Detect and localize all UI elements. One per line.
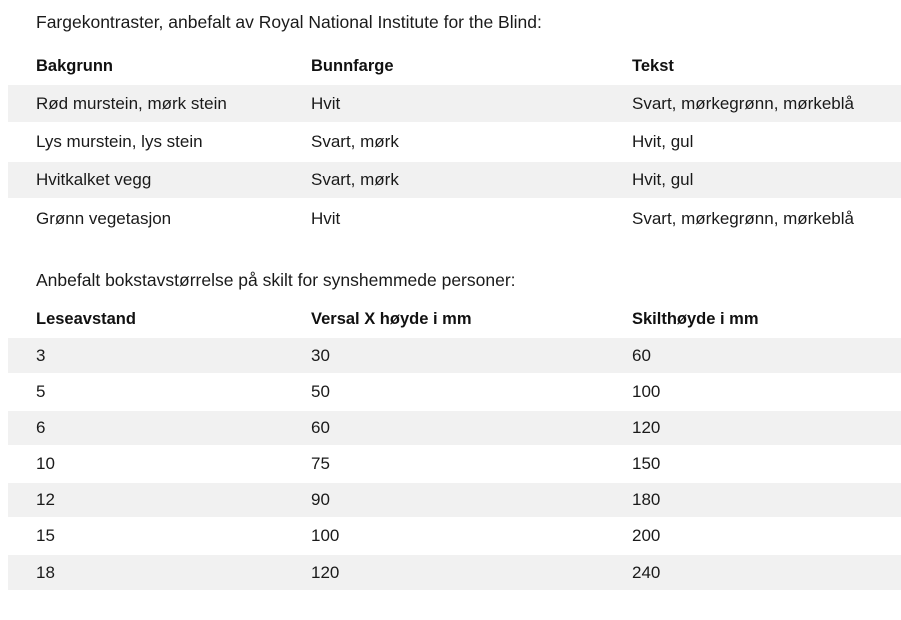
letter-size-table [8, 300, 901, 590]
cell-background: Lys murstein, lys stein [36, 132, 203, 151]
table-row [8, 123, 901, 161]
cell-x-height: 30 [283, 338, 604, 374]
cell-base-color: Svart, mørk [311, 132, 399, 151]
cell-reading-distance: 15 [36, 526, 55, 545]
cell-reading-distance: 6 [8, 410, 283, 446]
cell-x-height: 75 [311, 454, 330, 473]
cell-sign-height: 200 [632, 526, 661, 545]
cell-x-height: 50 [311, 382, 330, 401]
cell-text-color: Svart, mørkegrønn, mørkeblå [604, 85, 901, 123]
cell-x-height: 100 [311, 526, 340, 545]
cell-text-color: Hvit, gul [632, 132, 694, 151]
cell-reading-distance: 10 [36, 454, 55, 473]
size-table-header-row [8, 300, 901, 338]
table-row [8, 338, 901, 374]
cell-reading-distance: 12 [8, 482, 283, 518]
cell-x-height: 120 [283, 554, 604, 590]
cell-sign-height: 180 [604, 482, 901, 518]
cell-sign-height: 60 [604, 338, 901, 374]
cell-text-color: Svart, mørkegrønn, mørkeblå [632, 208, 854, 228]
table-row [8, 199, 901, 237]
table-row [8, 161, 901, 199]
header-bakgrunn: Bakgrunn [36, 56, 114, 75]
table-row [8, 554, 901, 590]
header-leseavstand: Leseavstand [36, 309, 136, 328]
header-tekst: Tekst [632, 56, 674, 75]
table-row [8, 518, 901, 554]
contrast-table-header-row [8, 47, 901, 85]
cell-sign-height: 240 [604, 554, 901, 590]
contrast-table [8, 47, 901, 237]
cell-background: Grønn vegetasjon [36, 208, 172, 228]
cell-text-color: Hvit, gul [604, 161, 901, 199]
cell-sign-height: 150 [632, 454, 661, 473]
cell-background: Hvitkalket vegg [8, 161, 283, 199]
cell-reading-distance: 3 [8, 338, 283, 374]
cell-reading-distance: 5 [36, 382, 46, 401]
header-bunnfarge: Bunnfarge [311, 56, 394, 75]
size-table-caption: Anbefalt bokstavstørrelse på skilt for synshemmede personer: [36, 270, 516, 290]
header-versal-x-hoyde: Versal X høyde i mm [311, 309, 472, 328]
cell-x-height: 90 [283, 482, 604, 518]
cell-background: Rød murstein, mørk stein [8, 85, 283, 123]
cell-sign-height: 120 [604, 410, 901, 446]
table-row [8, 446, 901, 482]
contrast-table-caption: Fargekontraster, anbefalt av Royal National Institute for the Blind: [36, 12, 542, 32]
cell-reading-distance: 18 [8, 554, 283, 590]
cell-base-color: Hvit [283, 85, 604, 123]
cell-sign-height: 100 [632, 382, 661, 401]
cell-x-height: 60 [283, 410, 604, 446]
table-row [8, 482, 901, 518]
table-row [8, 410, 901, 446]
table-row [8, 85, 901, 123]
cell-base-color: Hvit [311, 208, 341, 228]
table-row [8, 374, 901, 410]
cell-base-color: Svart, mørk [283, 161, 604, 199]
header-skilthoyde: Skilthøyde i mm [632, 309, 759, 328]
